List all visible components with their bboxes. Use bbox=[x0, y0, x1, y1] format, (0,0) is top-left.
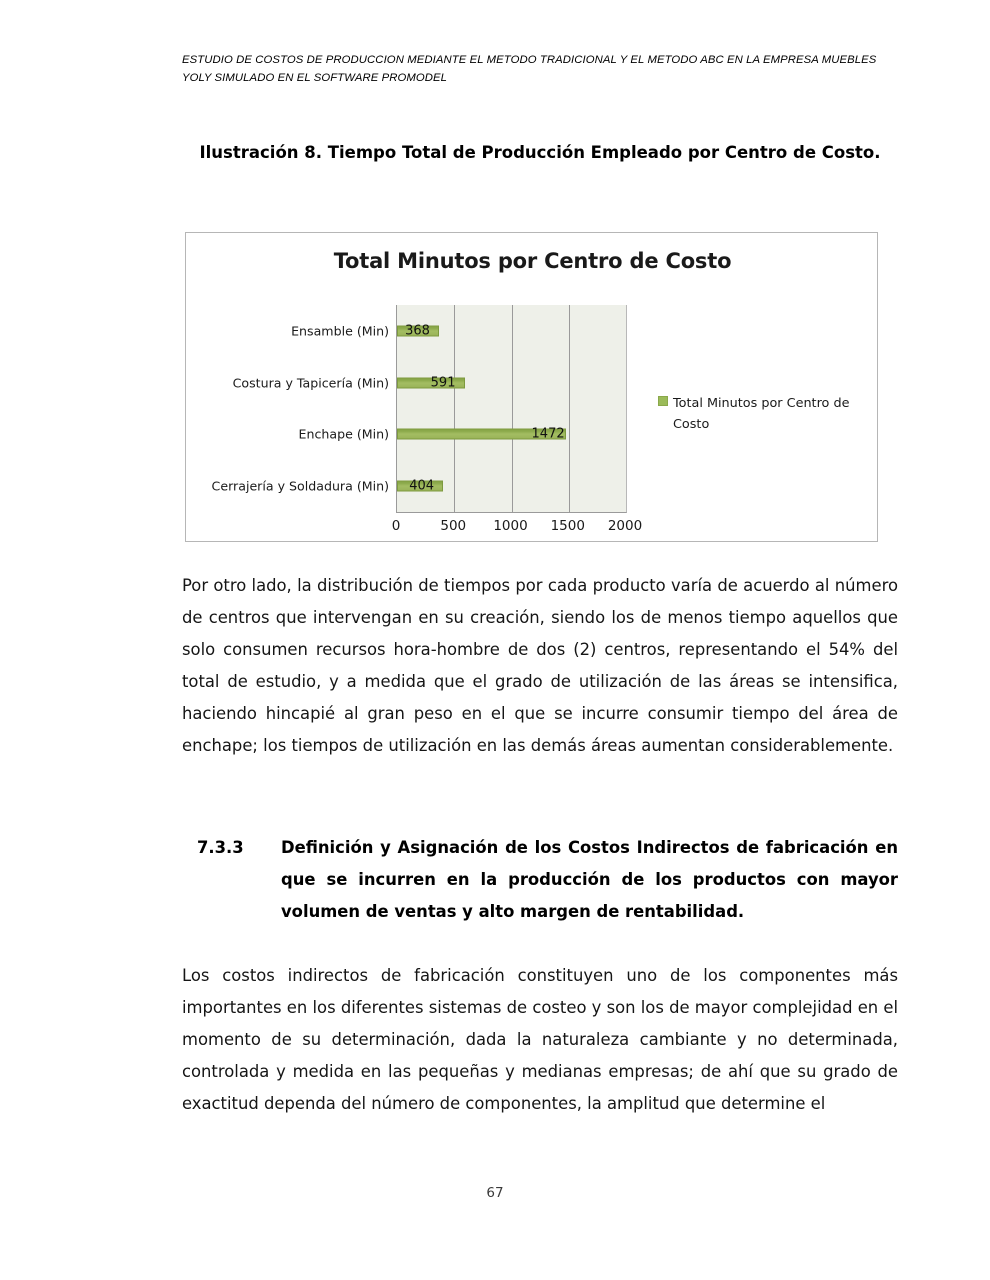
chart-bar-value-label: 591 bbox=[430, 375, 456, 391]
chart-bar-value-label: 1472 bbox=[531, 426, 565, 442]
chart-x-tick-label: 0 bbox=[391, 518, 401, 534]
chart-x-tick-label: 2000 bbox=[607, 518, 643, 534]
page-number: 67 bbox=[486, 1185, 504, 1201]
chart-legend bbox=[658, 393, 858, 435]
chart-plot-area bbox=[211, 305, 627, 513]
chart-bar-value-label: 404 bbox=[409, 478, 435, 494]
running-header: ESTUDIO DE COSTOS DE PRODUCCION MEDIANTE EL METODO TRADICIONAL Y EL METODO ABC EN LA EMPRESA MUEBLES YOLY SIMULADO EN EL SOFTWARE PROMODEL bbox=[182, 54, 877, 84]
legend-swatch-icon bbox=[658, 396, 668, 406]
chart-bar-row bbox=[232, 357, 626, 409]
chart-category-label: Enchape (Min) bbox=[298, 426, 389, 442]
chart-category-label: Cerrajería y Soldadura (Min) bbox=[211, 478, 389, 494]
section-number: 7.3.3 bbox=[197, 838, 244, 857]
chart-x-tick-label: 1000 bbox=[493, 518, 528, 534]
chart-x-tick-label: 500 bbox=[440, 518, 467, 534]
figure-caption: Ilustración 8. Tiempo Total de Producción Empleado por Centro de Costo. bbox=[199, 143, 881, 162]
paragraph-costos-indirectos: Los costos indirectos de fabricación constituyen uno de los componentes más importantes en los diferentes sistemas de costeo y son los de mayor complejidad en el momento de su determinación, dada la naturaleza cambiante y no determinada, controlada y medida en las pequeñas y medianas empresas; de ahí que su grado de exactitud dependa del número de componentes, la amplitud que determine el bbox=[182, 966, 899, 1113]
section-title: Definición y Asignación de los Costos Indirectos de fabricación en que se incurren en la producción de los productos con mayor volumen de ventas y alto margen de rentabilidad. bbox=[281, 838, 910, 921]
chart-bar-row bbox=[211, 460, 626, 512]
chart-category-label: Ensamble (Min) bbox=[291, 323, 389, 339]
section-heading-733 bbox=[197, 832, 910, 928]
chart-figure bbox=[185, 232, 878, 542]
chart-bar-row bbox=[298, 409, 626, 461]
chart-title: Total Minutos por Centro de Costo bbox=[333, 249, 732, 273]
paragraph-distribucion-tiempos: Por otro lado, la distribución de tiempos por cada producto varía de acuerdo al número de centros que intervengan en su creación, siendo los de menos tiempo aquellos que solo consumen recursos hora-hombre de dos (2) centros, representando el 54% del total de estudio, y a medida que el grado de utilización de las áreas se intensifica, haciendo hincapié al gran peso en el que se incurre consumir tiempo del área de enchape; los tiempos de utilización en las demás áreas aumentan considerablemente. bbox=[182, 576, 898, 755]
chart-x-tick-label: 1500 bbox=[550, 518, 585, 534]
chart-bar-value-label: 368 bbox=[405, 323, 430, 339]
legend-entry-label: Total Minutos por Centro de Costo bbox=[673, 396, 850, 432]
chart-bar-row bbox=[291, 305, 626, 357]
chart-category-label: Costura y Tapicería (Min) bbox=[232, 375, 389, 391]
